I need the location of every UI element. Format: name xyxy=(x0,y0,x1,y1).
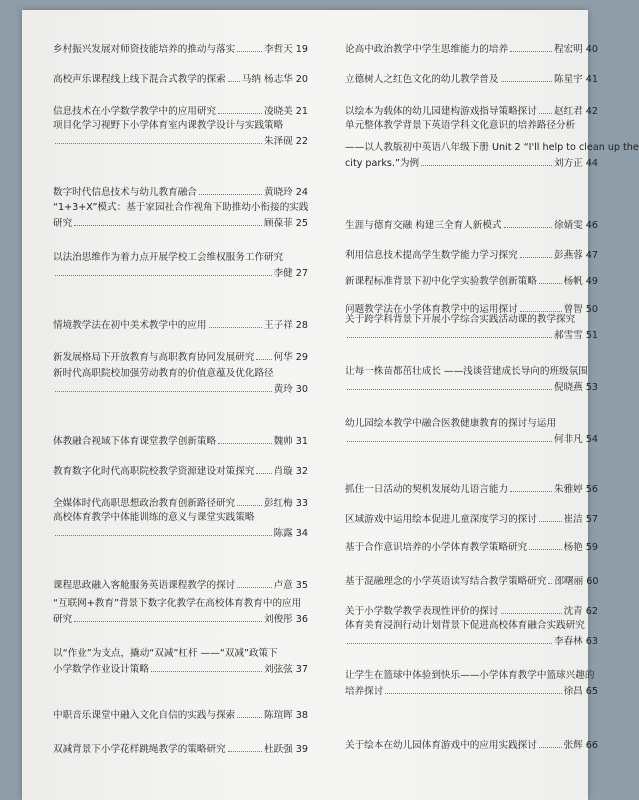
dot-leader xyxy=(385,693,561,694)
dot-leader xyxy=(55,391,272,392)
toc-entry-author: 赵红君 xyxy=(554,106,583,117)
toc-entry-title-line: 让学生在篮球中体验到快乐——小学体育教学中篮球兴趣的 xyxy=(345,670,595,681)
toc-entry-title: 新发展格局下开放教育与高职教育协同发展研究 xyxy=(53,352,255,363)
toc-entry[interactable] xyxy=(345,514,598,527)
toc-entry-author: 杨艳 xyxy=(563,542,583,553)
toc-entry[interactable] xyxy=(53,512,308,541)
toc-entry-title-line: ——以人教版初中英语八年级下册 Unit 2 “I'll help to clean up the xyxy=(345,142,639,153)
toc-entry-page: 22 xyxy=(295,136,308,147)
toc-entry-author: 张辉 xyxy=(563,740,583,751)
toc-entry[interactable] xyxy=(53,44,308,57)
toc-entry-title: 体教融合视域下体育课堂教学创新策略 xyxy=(53,436,217,447)
toc-entry-title: 论高中政治教学中学生思维能力的培养 xyxy=(345,44,509,55)
toc-entry-author: 陈瑄晖 xyxy=(264,710,293,721)
toc-entry[interactable] xyxy=(53,320,308,333)
toc-entry-page: 34 xyxy=(295,528,308,539)
toc-entry-title: 双减背景下小学花样跳绳教学的策略研究 xyxy=(53,744,226,755)
toc-entry-author: 刘弦弦 xyxy=(264,664,293,675)
toc-entry[interactable] xyxy=(53,252,308,281)
toc-entry[interactable] xyxy=(53,120,308,149)
toc-entry[interactable] xyxy=(53,466,308,479)
toc-entry-page: 33 xyxy=(295,498,308,509)
toc-entry-title-line: “1+3+X”模式：基于家园社合作视角下助推幼小衔接的实践 xyxy=(53,202,309,213)
toc-entry-title: 新课程标准背景下初中化学实验教学创新策略 xyxy=(345,276,537,287)
toc-entry-page: 49 xyxy=(585,276,598,287)
toc-entry-title: 基于混融理念的小学英语读写结合教学策略研究 xyxy=(345,576,547,587)
toc-entry-title: 关于小学数学教学表现性评价的探讨 xyxy=(345,606,499,617)
toc-entry-page: 65 xyxy=(585,686,598,697)
toc-entry-title-line: 高校体育教学中体能训练的意义与课堂实践策略 xyxy=(53,512,255,523)
toc-entry-title: 区域游戏中运用绘本促进儿童深度学习的探讨 xyxy=(345,514,537,525)
toc-entry-page: 40 xyxy=(585,44,598,55)
dot-leader xyxy=(539,283,562,284)
toc-entry-page: 25 xyxy=(295,218,308,229)
document-page xyxy=(22,10,639,800)
toc-entry-title: 关于绘本在幼儿园体育游戏中的应用实践探讨 xyxy=(345,740,537,751)
toc-entry-page: 66 xyxy=(585,740,598,751)
toc-entry-author: 李哲天 xyxy=(264,44,293,55)
toc-entry-author: 李健 xyxy=(273,268,293,279)
toc-entry-author: 彭燕蓉 xyxy=(554,250,583,261)
toc-entry-page: 51 xyxy=(585,330,598,341)
toc-entry-author: 凌晓美 xyxy=(264,106,293,117)
toc-entry-title: 生涯与德育交融 构建三全育人新模式 xyxy=(345,220,502,231)
toc-entry-author: 朱泽砚 xyxy=(264,136,293,147)
toc-entry-title-line: 幼儿园绘本教学中融合医教健康教育的探讨与运用 xyxy=(345,418,557,429)
toc-entry[interactable] xyxy=(53,187,308,200)
toc-entry-author: 程宏明 xyxy=(554,44,583,55)
toc-entry-page: 35 xyxy=(295,580,308,591)
toc-entry-page: 46 xyxy=(585,220,598,231)
toc-entry-title: 基于合作意识培养的小学体育教学策略研究 xyxy=(345,542,528,553)
toc-entry-author: 肖璇 xyxy=(273,466,293,477)
toc-entry-author: 邵曙丽 xyxy=(554,576,584,587)
toc-entry-author: 魏帅 xyxy=(273,436,293,447)
dot-leader xyxy=(228,751,262,752)
toc-entry-page: 37 xyxy=(295,664,308,675)
dot-leader xyxy=(501,81,553,82)
toc-entry-author: 沈青 xyxy=(563,606,583,617)
toc-entry[interactable] xyxy=(53,580,308,593)
toc-entry-title-line: 以“作业”为支点，撬动“双减”杠杆 ——“双减”政策下 xyxy=(53,648,278,659)
dot-leader xyxy=(256,359,271,360)
toc-entry[interactable] xyxy=(345,44,598,57)
dot-leader xyxy=(501,613,562,614)
toc-entry-title: 教育数字化时代高职院校教学资源建设对策探究 xyxy=(53,466,255,477)
toc-entry-title: 立德树人之红色文化的幼儿教学普及 xyxy=(345,74,499,85)
toc-entry-page: 56 xyxy=(585,484,598,495)
toc-entry-page: 39 xyxy=(295,744,308,755)
toc-entry[interactable] xyxy=(53,436,308,449)
dot-leader xyxy=(504,227,552,228)
toc-entry-author: 刘俊彤 xyxy=(264,614,293,625)
toc-entry-title: 信息技术在小学数学教学中的应用研究 xyxy=(53,106,217,117)
dot-leader xyxy=(347,389,552,390)
dot-leader xyxy=(347,337,552,338)
toc-entry-author: 曾智 xyxy=(563,304,583,315)
dot-leader xyxy=(539,521,562,522)
dot-leader xyxy=(55,143,262,144)
toc-entry[interactable] xyxy=(345,220,598,233)
toc-entry[interactable] xyxy=(345,620,598,649)
toc-entry-page: 54 xyxy=(585,434,598,445)
dot-leader xyxy=(228,81,240,82)
toc-entry-author: 何非凡 xyxy=(554,434,583,445)
toc-entry-author: 顾葆菲 xyxy=(264,218,293,229)
toc-entry[interactable] xyxy=(53,74,308,87)
dot-leader xyxy=(548,583,552,584)
toc-entry-title: 课程思政融入客舱服务英语课程教学的探讨 xyxy=(53,580,236,591)
toc-entry-title: 研究 xyxy=(53,614,73,625)
toc-entry[interactable] xyxy=(345,366,598,395)
dot-leader xyxy=(347,643,552,644)
toc-entry-page: 32 xyxy=(295,466,308,477)
toc-entry-author: 倪晓燕 xyxy=(554,382,583,393)
toc-entry[interactable] xyxy=(345,74,598,87)
toc-entry-page: 21 xyxy=(295,106,308,117)
dot-leader xyxy=(237,717,262,718)
toc-entry[interactable] xyxy=(345,576,598,589)
dot-leader xyxy=(237,51,262,52)
toc-entry[interactable] xyxy=(345,670,598,699)
toc-entry-author: 黄晓玲 xyxy=(264,187,293,198)
toc-entry-page: 20 xyxy=(295,74,308,85)
toc-entry[interactable] xyxy=(53,744,308,757)
toc-entry-title-line: 以法治思维作为着力点开展学校工会维权服务工作研究 xyxy=(53,252,284,263)
toc-entry-title: 问题教学法在小学体育教学中的运用探讨 xyxy=(345,304,518,315)
toc-entry-title-line: 体育美育浸润行动计划背景下促进高校体育融合实践研究 xyxy=(345,620,585,631)
dot-leader xyxy=(209,327,263,328)
dot-leader xyxy=(347,441,552,442)
toc-entry-author: 陈露 xyxy=(273,528,293,539)
toc-entry[interactable] xyxy=(53,352,308,365)
toc-entry[interactable] xyxy=(345,542,598,555)
toc-entry-title: 抓住一日活动的契机发展幼儿语言能力 xyxy=(345,484,509,495)
toc-entry-page: 44 xyxy=(585,158,598,169)
toc-entry-author: 杨帆 xyxy=(563,276,583,287)
toc-entry[interactable] xyxy=(345,250,598,263)
toc-entry-title-line: 单元整体教学背景下英语学科文化意识的培养路径分析 xyxy=(345,120,576,131)
toc-entry-page: 59 xyxy=(585,542,598,553)
toc-entry-page: 31 xyxy=(295,436,308,447)
toc-entry-title: 培养探讨 xyxy=(345,686,384,697)
toc-entry-title: city parks.”为例 xyxy=(345,158,420,169)
dot-leader xyxy=(74,225,262,226)
toc-entry-title-line: 新时代高职院校加强劳动教育的价值意蕴及优化路径 xyxy=(53,368,274,379)
toc-entry[interactable] xyxy=(345,314,598,343)
dot-leader xyxy=(421,165,552,166)
dot-leader xyxy=(539,113,552,114)
toc-entry[interactable] xyxy=(345,120,598,136)
dot-leader xyxy=(510,51,552,52)
toc-entry-page: 60 xyxy=(586,576,599,587)
toc-entry[interactable] xyxy=(345,418,598,447)
toc-entry-page: 19 xyxy=(295,44,308,55)
dot-leader xyxy=(237,587,271,588)
toc-entry[interactable] xyxy=(53,368,308,397)
dot-leader xyxy=(520,311,562,312)
toc-entry-page: 36 xyxy=(295,614,308,625)
toc-entry-author: 徐婧雯 xyxy=(554,220,583,231)
toc-entry-author: 卢意 xyxy=(273,580,293,591)
toc-entry-title: 研究 xyxy=(53,218,73,229)
toc-entry-page: 29 xyxy=(295,352,308,363)
toc-entry-title: 中职音乐课堂中融入文化自信的实践与探索 xyxy=(53,710,236,721)
toc-entry-author: 黄玲 xyxy=(273,384,293,395)
toc-entry-title: 数字时代信息技术与幼儿教育融合 xyxy=(53,187,197,198)
toc-entry-page: 63 xyxy=(585,636,598,647)
toc-entry-author: 崔洁 xyxy=(563,514,583,525)
dot-leader xyxy=(218,113,262,114)
toc-entry-author: 王子祥 xyxy=(264,320,293,331)
dot-leader xyxy=(55,535,272,536)
toc-entry[interactable] xyxy=(345,606,598,619)
toc-entry-title-line: 关于跨学科背景下开展小学综合实践活动课的教学探究 xyxy=(345,314,576,325)
toc-entry-author: 刘方正 xyxy=(554,158,583,169)
toc-entry-title-line: 让每一株苗都茁壮成长 ——浅谈营建成长导向的班级氛围 xyxy=(345,366,588,377)
toc-entry[interactable] xyxy=(53,648,308,677)
toc-entry-page: 41 xyxy=(585,74,598,85)
toc-entry-page: 57 xyxy=(585,514,598,525)
toc-entry-page: 47 xyxy=(585,250,598,261)
toc-entry-author: 李春林 xyxy=(554,636,583,647)
dot-leader xyxy=(256,473,271,474)
toc-entry[interactable] xyxy=(53,710,308,723)
toc-entry-author: 陈星宇 xyxy=(554,74,583,85)
toc-entry-author: 何华 xyxy=(273,352,293,363)
toc-entry-page: 28 xyxy=(295,320,308,331)
toc-entry-title: 高校声乐课程线上线下混合式教学的探索 xyxy=(53,74,226,85)
toc-entry-title: 以绘本为载体的幼儿园建构游戏指导策略探讨 xyxy=(345,106,537,117)
toc-entry-title: 情境教学法在初中美术教学中的应用 xyxy=(53,320,207,331)
toc-entry[interactable] xyxy=(53,498,308,511)
toc-entry[interactable] xyxy=(53,598,308,627)
toc-entry[interactable] xyxy=(345,740,598,753)
toc-entry-page: 42 xyxy=(585,106,598,117)
toc-entry-author: 马纳 杨志华 xyxy=(241,74,293,85)
toc-entry-page: 38 xyxy=(295,710,308,721)
dot-leader xyxy=(529,549,561,550)
toc-entry-page: 62 xyxy=(585,606,598,617)
toc-entry[interactable] xyxy=(345,276,598,289)
toc-entry[interactable] xyxy=(345,142,639,171)
toc-entry-title: 小学数学作业设计策略 xyxy=(53,664,149,675)
toc-entry[interactable] xyxy=(53,202,308,231)
toc-entry-title: 全媒体时代高职思想政治教育创新路径研究 xyxy=(53,498,236,509)
toc-entry-page: 50 xyxy=(585,304,598,315)
dot-leader xyxy=(151,671,262,672)
toc-entry-author: 徐昌 xyxy=(563,686,583,697)
toc-entry-author: 朱雅婷 xyxy=(554,484,583,495)
toc-entry[interactable] xyxy=(53,106,308,119)
dot-leader xyxy=(74,621,262,622)
toc-entry-page: 30 xyxy=(295,384,308,395)
toc-entry-page: 53 xyxy=(585,382,598,393)
dot-leader xyxy=(55,275,272,276)
toc-entry-title: 利用信息技术提高学生数学能力学习探究 xyxy=(345,250,518,261)
toc-entry[interactable] xyxy=(345,484,598,497)
toc-entry[interactable] xyxy=(345,106,598,119)
toc-entry-title: 乡村振兴发展对师资技能培养的推动与落实 xyxy=(53,44,236,55)
dot-leader xyxy=(539,747,562,748)
toc-entry-author: 彭红梅 xyxy=(264,498,293,509)
toc-entry-author: 杜跃强 xyxy=(264,744,293,755)
toc-entry-page: 24 xyxy=(295,187,308,198)
dot-leader xyxy=(520,257,552,258)
toc-entry-title-line: 项目化学习视野下小学体育室内课教学设计与实践策略 xyxy=(53,120,284,131)
toc-entry-title-line: “互联网+教育”背景下数字化教学在高校体育教育中的应用 xyxy=(53,598,302,609)
dot-leader xyxy=(510,491,552,492)
dot-leader xyxy=(199,194,262,195)
dot-leader xyxy=(218,443,272,444)
toc-entry-page: 27 xyxy=(295,268,308,279)
dot-leader xyxy=(237,505,262,506)
toc-entry-author: 郝雪雪 xyxy=(554,330,583,341)
